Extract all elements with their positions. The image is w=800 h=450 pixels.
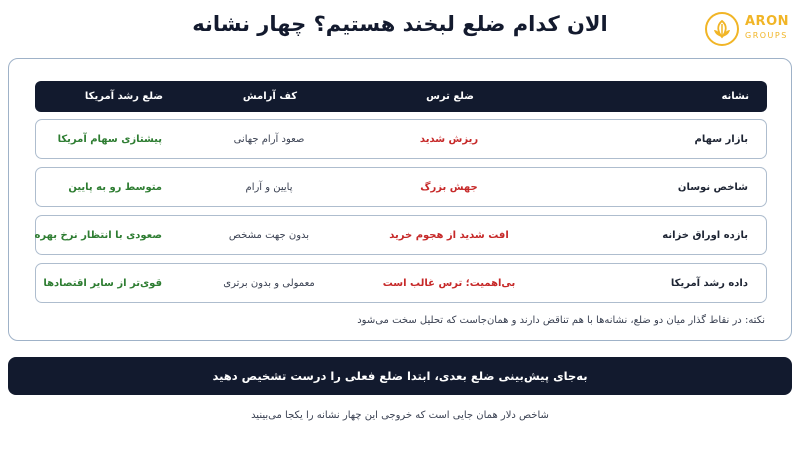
table-row (35, 119, 767, 159)
header-calm: کف آرامش (242, 91, 298, 102)
row-growth: پیشتازی سهام آمریکا (57, 133, 162, 145)
row-growth: قوی‌تر از سایر اقتصادها (43, 277, 162, 289)
row-calm: بدون جهت مشخص (228, 229, 310, 241)
row-fear: جهش بزرگ (420, 181, 478, 193)
table-row (35, 263, 767, 303)
row-calm: پایین و آرام (245, 181, 293, 193)
row-fear: بی‌اهمیت؛ ترس غالب است (382, 277, 516, 289)
row-growth: صعودی با انتظار نرخ بهره (34, 229, 162, 241)
row-calm: معمولی و بدون برتری (223, 277, 315, 289)
row-fear: ریزش شدید (419, 133, 479, 145)
aron-logo (703, 10, 793, 48)
footer-text: شاخص دلار همان جایی است که خروجی این چهار نشانه را یکجا می‌بینید (251, 410, 549, 421)
note-text: نکته: در نقاط گذار میان دو ضلع، نشانه‌ها با هم تناقض دارند و همان‌جاست که تحلیل سخت می‌شود (357, 315, 765, 326)
logo-name: ARON (745, 14, 790, 29)
table-header (35, 81, 767, 112)
table-row (35, 167, 767, 207)
page-title: الان کدام ضلع لبخند هستیم؟ چهار نشانه (192, 12, 608, 36)
header-fear: ضلع ترس (426, 91, 474, 102)
signals-table-panel (8, 58, 792, 341)
logo-sub: GROUPS (745, 31, 788, 40)
row-sign: بازار سهام (694, 133, 748, 145)
row-sign: شاخص نوسان (677, 181, 748, 193)
row-sign: بازده اوراق خزانه (662, 229, 748, 241)
row-calm: صعود آرام جهانی (233, 133, 305, 145)
row-fear: افت شدید از هجوم خرید (389, 229, 509, 241)
table-row (35, 215, 767, 255)
row-sign: داده رشد آمریکا (670, 277, 748, 289)
row-growth: متوسط رو به پایین (68, 181, 162, 193)
leaf-icon (705, 12, 739, 46)
advice-banner: به‌جای پیش‌بینی ضلع بعدی، ابتدا ضلع فعلی را درست تشخیص دهید (8, 357, 792, 395)
header-sign: نشانه (721, 91, 749, 102)
header-growth: ضلع رشد آمریکا (84, 91, 163, 102)
